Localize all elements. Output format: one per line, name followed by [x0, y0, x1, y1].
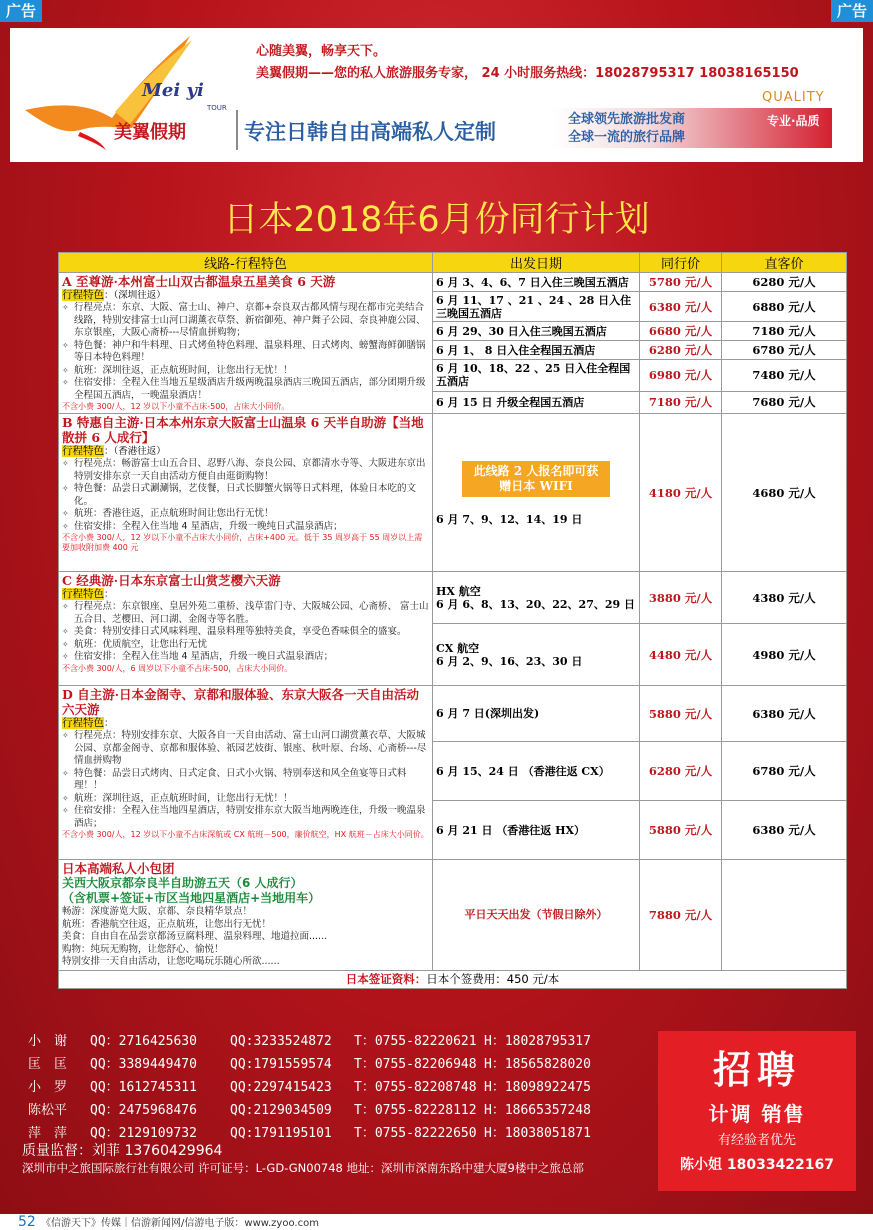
recruit-title: 招聘	[712, 1048, 801, 1092]
departure-date	[433, 686, 640, 742]
peer-price: 7180 元/人	[640, 391, 722, 413]
route-cell	[59, 572, 433, 686]
peer-price: 6280 元/人	[640, 742, 722, 801]
luxury-subtitle: 关西大阪京都奈良半自助游五天（6 人成行）	[62, 876, 303, 890]
contact-row	[28, 1030, 648, 1053]
departure-date	[433, 341, 640, 360]
contact-phone: T：0755-82206948	[354, 1057, 477, 1072]
departure-date-text: 6 月 7 日(深圳出发)	[436, 707, 540, 720]
departure-date	[433, 273, 640, 292]
recruit-requirement: 有经验者优先	[717, 1133, 796, 1148]
route-note: 不含小费 300/人，12 岁以下小童不占床大小同价，占床+400 元。低于 35 周岁高于 55 周岁以上需要加收附加费 400 元	[62, 533, 423, 552]
header-date: 出发日期	[433, 253, 640, 273]
peer-price: 6280 元/人	[640, 341, 722, 360]
claim-line-1: 全球领先旅游批发商	[568, 112, 686, 127]
contact-name: 萍 萍	[28, 1126, 68, 1141]
route-detail: ✧ 航班：深圳往返，正点航班时间，让您出行无忧！！	[62, 365, 429, 378]
contact-qq-2: QQ:2129034509	[230, 1103, 332, 1118]
peer-price: 4180 元/人	[640, 414, 722, 572]
contact-name: 小 罗	[28, 1080, 68, 1095]
page-footer	[0, 1214, 873, 1230]
luxury-detail: 特别安排一天自由活动，让您吃喝玩乐随心所欲......	[62, 956, 280, 967]
route-detail: ✧ 美食：特别安排日式风味料理、温泉料理等独特美食，享受色香味俱全的盛宴。	[62, 626, 429, 639]
retail-price: 6280 元/人	[722, 273, 847, 292]
ad-tag-right: 广告	[831, 0, 873, 22]
route-note: 不含小费 300/人，6 周岁以下小童不占床-500，占床大小同价。	[62, 663, 293, 673]
route-title: D 自主游·日本金阁寺、京都和服体验、东京大阪各一天自由活动六天游	[62, 687, 420, 717]
departure-date	[433, 742, 640, 801]
contact-qq-2: QQ:1791195101	[230, 1126, 332, 1141]
luxury-detail: 美食：自由自在品尝京都汤豆腐料理、温泉料理、地道拉面......	[62, 931, 328, 942]
contact-qq-2: QQ:3233524872	[230, 1034, 332, 1049]
departure-date	[433, 572, 640, 624]
logo-tour: TOUR	[207, 104, 227, 112]
contact-mobile: H：18665357248	[484, 1103, 591, 1118]
table-row	[59, 686, 847, 742]
page-title: 日本2018年6月份同行计划	[223, 200, 650, 240]
departure-date-text: 6 月 10、18、22 、25 日入住全程国五酒店	[436, 362, 631, 389]
contact-qq-1: QQ：3389449470	[90, 1057, 197, 1072]
retail-price: 6780 元/人	[722, 341, 847, 360]
contact-phone: T：0755-82208748	[354, 1080, 477, 1095]
retail-price: 4680 元/人	[722, 414, 847, 572]
departure-date-text: 6 月 15 日 升级全程国五酒店	[436, 395, 585, 409]
visa-fee: 日本个签费用：450 元/本	[426, 972, 560, 986]
route-detail: ✧ 住宿安排：全程入住当地 4 星酒店，升级一晚纯日式温泉酒店；	[62, 521, 429, 534]
departure-date	[433, 360, 640, 391]
luxury-inclusions: （含机票+签证+市区当地四星酒店+当地用车）	[62, 891, 321, 905]
peer-price: 6680 元/人	[640, 322, 722, 341]
contact-phone: T：0755-82222650	[354, 1126, 477, 1141]
contact-row	[28, 1053, 648, 1076]
peer-price: 4480 元/人	[640, 624, 722, 686]
contact-qq-1: QQ：2716425630	[90, 1034, 197, 1049]
peer-price: 6380 元/人	[640, 292, 722, 322]
route-detail: ✧ 行程亮点：东京、大阪、富士山、神户、京都+奈良双古都风情与现在都市完美结合线路，特别安排富士山河口湖薰衣草祭、新宿御苑、神户舞子公园、奈良神鹿公园、东京银座，大阪心斋桥---尽情血拼购物；	[62, 302, 429, 340]
route-detail: ✧ 住宿安排：全程入住当地四星酒店，特别安排东京大阪当地两晚连住，升级一晚温泉酒店；	[62, 805, 429, 830]
departure-date	[433, 292, 640, 322]
quality-label: QUALITY	[762, 90, 825, 105]
departure-date-text: 6 月 21 日 （香港往返 HX）	[436, 823, 586, 837]
luxury-detail: 畅游：深度游览大阪、京都、奈良精华景点！	[62, 906, 253, 917]
logo-chinese: 美翼假期	[114, 122, 186, 143]
peer-price: 3880 元/人	[640, 572, 722, 624]
luxury-title: 日本高端私人小包团	[62, 861, 175, 876]
contact-row	[28, 1076, 648, 1099]
contact-name: 匡 匡	[28, 1057, 68, 1072]
departure-date-text: 6 月 3、4、6、7 日入住三晚国五酒店	[436, 275, 629, 289]
header-route: 线路-行程特色	[59, 253, 433, 273]
retail-price: 6380 元/人	[722, 686, 847, 742]
route-feature-label: 行程特色	[62, 588, 104, 600]
route-detail: ✧ 特色餐：品尝日式涮涮锅，艺伎餐，日式长脚蟹火锅等日式料理，体验日本吃的文化。	[62, 483, 429, 508]
departure-date-text: 6 月 11、17 、21 、24 、28 日入住三晚国五酒店	[436, 293, 632, 320]
contact-mobile: H：18038051871	[484, 1126, 591, 1141]
contact-qq-1: QQ：2129109732	[90, 1126, 197, 1141]
route-departure-city: ：（深圳往返）	[104, 290, 166, 301]
claim-line-2: 全球一流的旅行品牌	[568, 130, 686, 145]
logo-english: Mei yi	[142, 80, 204, 101]
route-detail: ✧ 特色餐：品尝日式烤肉、日式定食、日式小火锅、特别奉送和风全鱼宴等日式料理！！	[62, 768, 429, 793]
route-detail: ✧ 特色餐：神户和牛料理、日式烤鱼特色料理、温泉料理、日式烤肉、螃蟹海鲜御膳锅等日本特色料理！	[62, 340, 429, 365]
route-departure	[62, 588, 429, 601]
departure-date	[433, 414, 640, 572]
departure-date	[433, 391, 640, 413]
route-departure	[62, 289, 429, 302]
route-feature-label: 行程特色	[62, 445, 104, 457]
departure-date-text: CX 航空 6 月 2、9、16、23、30 日	[436, 641, 583, 668]
contact-qq-1: QQ：1612745311	[90, 1080, 197, 1095]
contact-list	[28, 1030, 648, 1145]
luxury-peer-price: 7880 元/人	[640, 860, 722, 971]
route-cell	[59, 686, 433, 860]
footer-text: 《信游天下》传媒｜信游新闻网/信游电子版：www.zyoo.com	[41, 1218, 319, 1229]
retail-price: 4380 元/人	[722, 572, 847, 624]
route-detail: ✧ 住宿安排：全程入住当地五星级酒店升级两晚温泉酒店三晚国五酒店，部分团期升级全程国五酒店，一晚温泉酒店！	[62, 377, 429, 402]
luxury-detail: 购物：纯玩无购物，让您舒心、愉悦！	[62, 943, 224, 955]
table-row	[59, 414, 847, 572]
departure-date-text: 6 月 7、9、12、14、19 日	[436, 513, 583, 526]
retail-price: 6780 元/人	[722, 742, 847, 801]
header-retail-price: 直客价	[722, 253, 847, 273]
tagline: 专注日韩自由高端私人定制	[244, 120, 496, 144]
route-detail: ✧ 航班：香港往返，正点航班时间让您出行无忧！	[62, 508, 429, 521]
route-cell	[59, 414, 433, 572]
visa-cell	[59, 970, 847, 988]
contact-qq-1: QQ：2475968476	[90, 1103, 197, 1118]
route-detail: ✧ 航班：深圳往返，正点航班时间，让您出行无忧！！	[62, 793, 429, 806]
contact-mobile: H：18098922475	[484, 1080, 591, 1095]
departure-date-text: HX 航空 6 月 6、8、13、20、22、27、29 日	[436, 584, 635, 611]
departure-date	[433, 322, 640, 341]
visa-label: 日本签证资料：	[345, 972, 427, 986]
departure-date-text: 6 月 15、24 日 （香港往返 CX）	[436, 764, 610, 778]
table-row	[59, 572, 847, 624]
route-detail: ✧ 住宿安排：全程入住当地 4 星酒店，升级一晚日式温泉酒店；	[62, 651, 429, 664]
contact-name: 陈松平	[28, 1103, 68, 1118]
retail-price: 7680 元/人	[722, 391, 847, 413]
departure-date	[433, 624, 640, 686]
route-departure	[62, 445, 429, 458]
retail-price: 6880 元/人	[722, 292, 847, 322]
route-detail: ✧ 行程亮点：东京银座、皇居外苑二重桥、浅草雷门寺、大阪城公园、心斋桥、 富士山五合目、芝樱田、河口湖、金阁寺等名胜。	[62, 601, 429, 626]
agency-banner	[10, 28, 863, 162]
route-title: A 至尊游·本州富士山双古都温泉五星美食 6 天游	[62, 274, 336, 289]
recruit-positions: 计调 销售	[708, 1102, 806, 1126]
quality-control: 质量监督：刘菲 13760429964	[22, 1143, 223, 1159]
retail-price: 4980 元/人	[722, 624, 847, 686]
contact-name: 小 谢	[28, 1034, 68, 1049]
luxury-cell	[59, 860, 433, 971]
retail-price: 7480 元/人	[722, 360, 847, 391]
contact-phone: T：0755-82228112	[354, 1103, 477, 1118]
retail-price: 6380 元/人	[722, 801, 847, 860]
ad-tag-left: 广告	[0, 0, 42, 22]
peer-price: 5880 元/人	[640, 801, 722, 860]
route-title: B 特惠自主游·日本本州东京大阪富士山温泉 6 天半自助游【当地散拼 6 人成行】	[62, 415, 424, 445]
contact-qq-2: QQ:1791559574	[230, 1057, 332, 1072]
header-peer-price: 同行价	[640, 253, 722, 273]
route-cell	[59, 273, 433, 414]
contact-mobile: H：18565828020	[484, 1057, 591, 1072]
route-detail: ✧ 行程亮点：特别安排东京、大阪各自一天自由活动、富士山河口湖赏薰衣草、大阪城公园、京都金阁寺、京都和服体验、祇园艺妓街、银座、秋叶原、台场、心斋桥---尽情血拼购物	[62, 730, 429, 768]
itinerary-table	[58, 252, 847, 989]
departure-date	[433, 801, 640, 860]
recruit-contact: 陈小姐 18033422167	[679, 1157, 835, 1173]
luxury-retail-price	[722, 860, 847, 971]
table-row	[59, 273, 847, 292]
route-title: C 经典游·日本东京富士山赏芝樱六天游	[62, 573, 281, 588]
route-feature-label: 行程特色	[62, 717, 104, 729]
recruit-box	[658, 1031, 856, 1191]
route-departure	[62, 717, 429, 730]
route-departure-city: ：（香港往返）	[104, 446, 166, 457]
contact-phone: T：0755-82220621	[354, 1034, 477, 1049]
route-detail: ✧ 航班：优质航空，让您出行无忧	[62, 639, 429, 652]
quality-chinese: 专业·品质	[767, 114, 820, 128]
luxury-date: 平日天天出发（节假日除外）	[433, 860, 640, 971]
visa-row	[59, 970, 847, 988]
route-departure-city: ：	[104, 589, 114, 600]
departure-date-text: 6 月 29、30 日入住三晚国五酒店	[436, 324, 607, 338]
route-note: 不含小费 300/人，12 岁以下小童不占床深航或 CX 航班－500，廉价航空，HX 航班－占床大小同价。	[62, 830, 429, 839]
promo-badge: 此线路 2 人报名即可获赠日本 WIFI	[462, 461, 610, 497]
contact-qq-2: QQ:2297415423	[230, 1080, 332, 1095]
slogan-line-2: 美翼假期——您的私人旅游服务专家， 24 小时服务热线：18028795317 18038165150	[256, 66, 799, 81]
route-detail: ✧ 行程亮点：畅游富士山五合目、忍野八海、奈良公园、京都清水寺等、大阪进东京出特别安排东京一天自由活动方便自由逛街购物！	[62, 458, 429, 483]
route-note: 不含小费 300/人，12 岁以下小童不占床-500，占床大小同价。	[62, 402, 290, 411]
logo-divider	[236, 110, 238, 150]
page-number: 52	[18, 1214, 36, 1230]
contact-row	[28, 1099, 648, 1122]
retail-price: 7180 元/人	[722, 322, 847, 341]
peer-price: 6980 元/人	[640, 360, 722, 391]
table-header-row	[59, 253, 847, 273]
route-departure-city: ：	[104, 718, 114, 729]
peer-price: 5880 元/人	[640, 686, 722, 742]
luxury-row	[59, 860, 847, 971]
company-info: 深圳市中之旅国际旅行社有限公司 许可证号：L-GD-GN00748 地址：深圳市深南东路中建大厦9楼中之旅总部	[22, 1161, 584, 1175]
luxury-detail: 航班：香港航空往返，正点航班，让您出行无忧！	[62, 918, 272, 930]
route-feature-label: 行程特色	[62, 289, 104, 301]
contact-mobile: H：18028795317	[484, 1034, 591, 1049]
departure-date-text: 6 月 1、 8 日入住全程国五酒店	[436, 343, 596, 357]
slogan-line-1: 心随美翼，畅享天下。	[256, 44, 387, 59]
peer-price: 5780 元/人	[640, 273, 722, 292]
